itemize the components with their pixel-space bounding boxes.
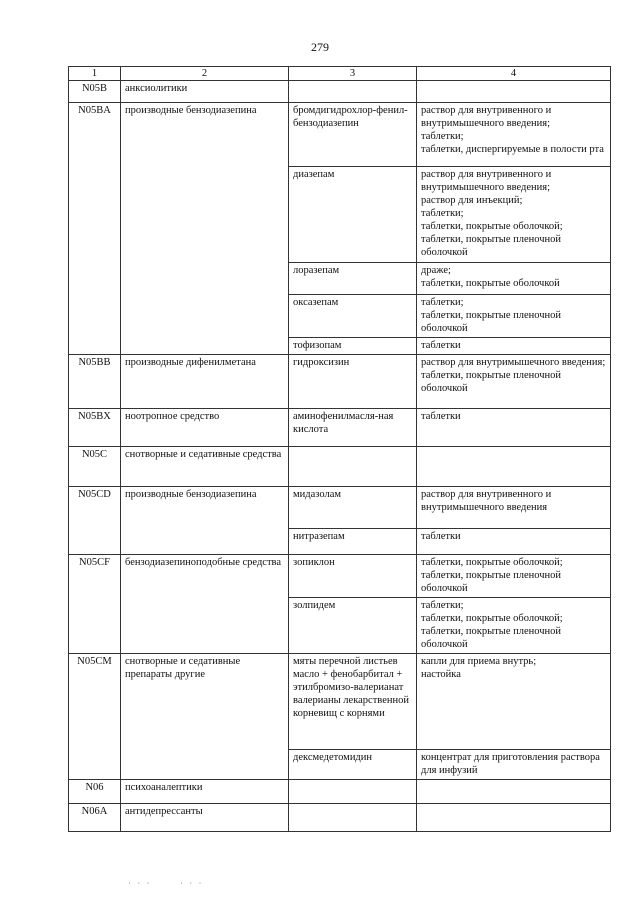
table-row [69,447,611,487]
atc-code-cell: N06A [69,804,121,832]
dosage-forms-cell: таблетки [417,409,611,447]
anatomic-group-cell: бензодиазепиноподобные средства [121,555,289,654]
drug-name-cell [289,81,417,103]
table-row [69,103,611,167]
dosage-forms-cell: таблетки; таблетки, покрытые пленочной оболочкой [417,295,611,338]
drug-name-cell: бромдигидрохлор-фенил-бензодиазепин [289,103,417,167]
drug-name-cell: гидроксизин [289,355,417,409]
drug-table [68,66,611,832]
dosage-forms-cell [417,804,611,832]
table-row [69,81,611,103]
anatomic-group-cell: ноотропное средство [121,409,289,447]
drug-name-cell: тофизопам [289,338,417,355]
anatomic-group-cell: производные бензодиазепина [121,103,289,355]
dosage-forms-cell [417,81,611,103]
anatomic-group-cell: антидепрессанты [121,804,289,832]
atc-code-cell: N05BA [69,103,121,355]
atc-code-cell: N05CF [69,555,121,654]
scan-artifact: · · · [128,878,152,888]
drug-name-cell: лоразепам [289,263,417,295]
table-row [69,355,611,409]
dosage-forms-cell: концентрат для приготовления раствора для инфузий [417,750,611,780]
column-header: 3 [289,67,417,81]
drug-name-cell: мидазолам [289,487,417,529]
column-header: 2 [121,67,289,81]
table-row [69,780,611,804]
table-body [69,81,611,832]
table-row [69,555,611,598]
drug-name-cell: нитразепам [289,529,417,555]
drug-name-cell: аминофенилмасля-ная кислота [289,409,417,447]
atc-code-cell: N05CM [69,654,121,780]
dosage-forms-cell: раствор для внутривенного и внутримышечного введения; таблетки; таблетки, диспергируемые в полости рта [417,103,611,167]
scan-artifact: · · · [180,878,204,888]
table-header [69,67,611,81]
dosage-forms-cell: раствор для внутримышечного введения; таблетки, покрытые пленочной оболочкой [417,355,611,409]
dosage-forms-cell: капли для приема внутрь; настойка [417,654,611,750]
atc-code-cell: N05BB [69,355,121,409]
column-header: 4 [417,67,611,81]
dosage-forms-cell: раствор для внутривенного и внутримышечного введения; раствор для инъекций; таблетки; таблетки, покрытые оболочкой; таблетки, покрытые пленочной оболочкой [417,167,611,263]
atc-code-cell: N05BX [69,409,121,447]
anatomic-group-cell: снотворные и седативные средства [121,447,289,487]
atc-code-cell: N06 [69,780,121,804]
anatomic-group-cell: снотворные и седативные препараты другие [121,654,289,780]
table-row [69,804,611,832]
table-row [69,487,611,529]
drug-name-cell [289,804,417,832]
table-row [69,654,611,750]
atc-code-cell: N05B [69,81,121,103]
page-number: 279 [311,40,329,54]
dosage-forms-cell [417,780,611,804]
drug-name-cell: дексмедетомидин [289,750,417,780]
dosage-forms-cell: раствор для внутривенного и внутримышечного введения [417,487,611,529]
column-header: 1 [69,67,121,81]
dosage-forms-cell: таблетки; таблетки, покрытые оболочкой; таблетки, покрытые пленочной оболочкой [417,598,611,654]
atc-code-cell: N05CD [69,487,121,555]
anatomic-group-cell: производные дифенилметана [121,355,289,409]
atc-code-cell: N05C [69,447,121,487]
drug-name-cell: золпидем [289,598,417,654]
drug-name-cell [289,447,417,487]
dosage-forms-cell: таблетки, покрытые оболочкой; таблетки, покрытые пленочной оболочкой [417,555,611,598]
drug-name-cell: мяты перечной листьев масло + фенобарбитал + этилбромизо-валерианат валерианы лекарственной корневищ с корнями [289,654,417,750]
drug-name-cell: диазепам [289,167,417,263]
drug-name-cell: зопиклон [289,555,417,598]
dosage-forms-cell: таблетки [417,338,611,355]
drug-name-cell: оксазепам [289,295,417,338]
table-row [69,409,611,447]
anatomic-group-cell: анксиолитики [121,81,289,103]
dosage-forms-cell: таблетки [417,529,611,555]
anatomic-group-cell: психоаналептики [121,780,289,804]
drug-name-cell [289,780,417,804]
dosage-forms-cell [417,447,611,487]
anatomic-group-cell: производные бензодиазепина [121,487,289,555]
dosage-forms-cell: драже; таблетки, покрытые оболочкой [417,263,611,295]
